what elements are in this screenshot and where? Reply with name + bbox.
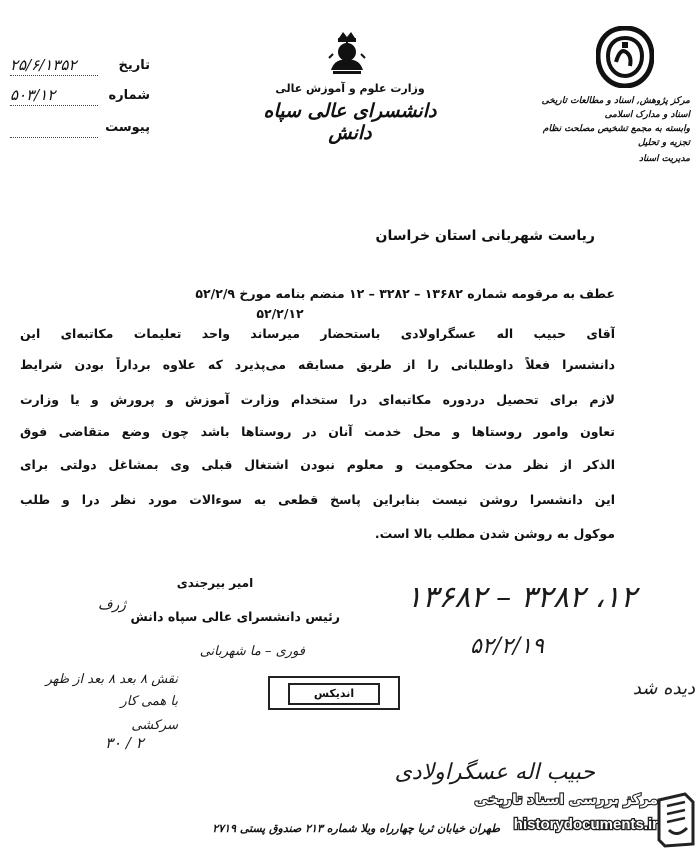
number-field <box>10 86 150 108</box>
watermark <box>438 790 658 844</box>
signatory-name: امیر بیرجندی <box>176 576 254 590</box>
date-value: ۲۵/۶/۱۳۵۲ <box>10 56 77 74</box>
body-line-3: لازم برای تحصیل دردوره مکاتبه‌ای درا ستخدام وزارت آموزش و پرورش و یا وزارت <box>20 392 615 407</box>
logo-text-line-5: مدیریت اسناد <box>639 154 690 164</box>
footer-address: طهران خیابان ثریا چهارراه ویلا شماره ۲۱۳ صندوق پستی ۲۷۱۹ <box>212 822 500 835</box>
body-line-4: تعاون وامور روستاها و محل خدمت آنان در روستاها باشد چون وضع متقاضی فوق <box>20 424 615 439</box>
logo-text-line-2: اسناد و مدارک اسلامی <box>604 110 690 120</box>
signatory-title: رئیس دانشسرای عالی سپاه دانش <box>130 609 340 624</box>
date-underline <box>10 75 98 76</box>
enclosure-stamp-label: اندیکس <box>288 683 380 705</box>
handwritten-ref-date: ۵۲/۲/۱۹ <box>470 634 544 659</box>
archive-center-logo-icon <box>596 26 654 88</box>
signature-scrawl: ژرف <box>97 597 126 613</box>
number-underline <box>10 105 98 106</box>
logo-text-line-1: مرکز پژوهش, اسناد و مطالعات تاریخی <box>541 96 690 106</box>
handwritten-note-b: نقش ۸ بعد ۸ بعد از ظهر <box>45 672 178 687</box>
attachment-underline <box>10 137 98 138</box>
handwritten-note-f: دیده شد <box>632 678 695 699</box>
body-line-5: الذکر از نظر مدت محکومیت و معلوم نبودن اشتغال قبلی وی بمشاغل دولتی برای <box>20 457 615 472</box>
history-documents-logo-icon <box>655 792 697 848</box>
number-value: ۵۰۳/۱۲ <box>10 86 56 104</box>
recipient: ریاست شهربانی استان خراسان <box>375 228 595 244</box>
lion-and-sun-crown-icon <box>325 28 369 78</box>
number-label: شماره <box>108 88 150 103</box>
handwritten-note-a: فوری – ما شهربانی <box>199 644 305 659</box>
attachment-field <box>10 118 150 140</box>
institution-name: دانشسرای عالی سپاه دانش <box>263 100 437 144</box>
body-line-2: دانشسرا فعلاً داوطلبانی را از طریق مسابقه می‌پذیرد که علاوه برداراً بودن شرایط <box>20 357 615 372</box>
ministry-name: وزارت علوم و آموزش عالی <box>275 82 425 95</box>
logo-text-line-4: تجزیه و تحلیل <box>637 138 690 148</box>
date-label: تاریخ <box>118 58 150 73</box>
handwritten-note-e: ۳۰ / ۲ <box>105 734 144 752</box>
reference-date: ۵۲/۲/۱۲ <box>256 306 304 321</box>
logo-text-line-3: وابسته به مجمع تشخیص مصلحت نظام <box>542 124 690 134</box>
watermark-text-en: historydocuments.ir <box>513 816 658 833</box>
enclosure-stamp <box>268 676 400 710</box>
attachment-label: پیوست <box>105 120 150 135</box>
handwritten-note-d: سرکشی <box>131 718 178 733</box>
body-line-6: این دانشسرا روشن نیست بنابراین پاسخ قطعی به سوءالات مورد نظر درا و طلب <box>20 492 615 507</box>
body-line-1: آقای حبیب اله عسگراولادی باستحضار میرساند واحد تعلیمات مکاتبه‌ای این <box>20 326 615 341</box>
watermark-text-fa: مرکز بررسی اسناد تاریخی <box>474 792 658 808</box>
handwritten-ref-number: ۱۳۶۸۲ – ۳۲۸۲ ،۱۲ <box>406 580 637 615</box>
handwritten-note-g: حبیب اله عسگراولادی <box>394 760 595 785</box>
handwritten-note-c: با همی کار <box>120 694 178 709</box>
reference-line: عطف به مرقومه شماره ۱۳۶۸۲ – ۳۲۸۲ – ۱۲ منضم بنامه مورخ ۵۲/۲/۹ <box>195 286 615 301</box>
date-field <box>10 56 150 78</box>
body-line-7: موکول به روشن شدن مطلب بالا است. <box>374 526 615 541</box>
